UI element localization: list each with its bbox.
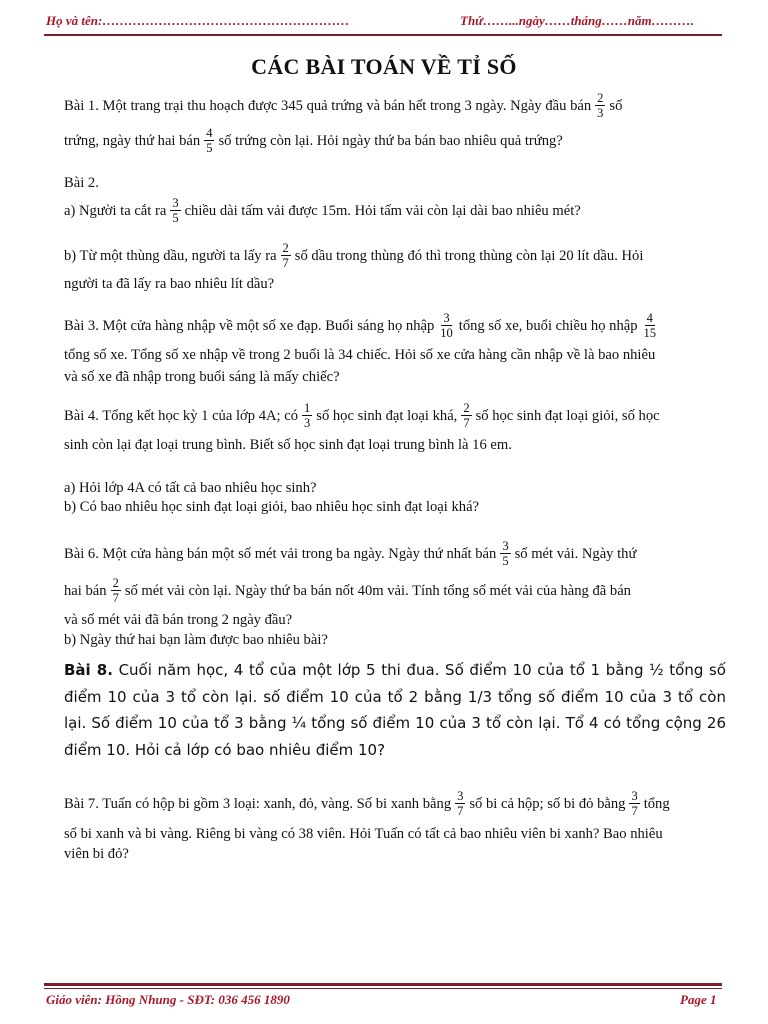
bai7-line2: số bi xanh và bi vàng. Riêng bi vàng có 38 viên. Hỏi Tuấn có tất cả bao nhiêu viên bi xanh? Bao nhiêu <box>64 826 663 842</box>
fraction: $\frac{2}{7}$ <box>282 241 289 270</box>
bai3-line2: tổng số xe. Tổng số xe nhập về trong 2 buổi là 34 chiếc. Hỏi số xe cửa hàng cần nhập về là bao nhiêu <box>64 347 656 363</box>
name-line: Họ và tên:………………………………………………… <box>46 13 350 28</box>
fraction: $\frac{3}{5}$ <box>502 539 509 568</box>
footer-teacher: Giáo viên: Hồng Nhung - SĐT: 036 456 1890 <box>46 992 290 1007</box>
bai6-line1: Bài 6. Một cửa hàng bán một số mét vải trong ba ngày. Ngày thứ nhất bán $\frac{3}{5}$ số mét vải. Ngày thứ <box>64 539 637 568</box>
fraction: $\frac{2}{7}$ <box>112 576 119 605</box>
bai2-b: b) Từ một thùng dầu, người ta lấy ra $\frac{2}{7}$ số dầu trong thùng đó thì trong thùng còn lại 20 lít dầu. Hỏi <box>64 241 644 270</box>
bai3-line3: và số xe đã nhập trong buổi sáng là mấy chiếc? <box>64 369 340 385</box>
fraction: $\frac{3}{5}$ <box>172 196 179 225</box>
bai2-a: a) Người ta cắt ra $\frac{3}{5}$ chiều dài tấm vải được 15m. Hỏi tấm vải còn lại dài bao nhiêu mét? <box>64 196 581 225</box>
page-number: Page 1 <box>680 992 717 1007</box>
bai4-question-b: b) Có bao nhiêu học sinh đạt loại giỏi, bao nhiêu học sinh đạt loại khá? <box>64 499 480 515</box>
fraction: $\frac{1}{3}$ <box>304 401 311 430</box>
date-line: Thứ……...ngày……tháng……năm………. <box>460 13 694 28</box>
bai8-label: Bài 8. <box>64 661 113 679</box>
page-title: CÁC BÀI TOÁN VỀ TỈ SỐ <box>251 54 517 79</box>
footer-rule-thin <box>44 988 722 989</box>
fraction: $\frac{3}{7}$ <box>631 789 638 818</box>
fraction: $\frac{2}{3}$ <box>597 91 604 120</box>
bai4-line2: sinh còn lại đạt loại trung bình. Biết số học sinh đạt loại trung bình là 16 em. <box>64 437 512 453</box>
bai1-line2: trứng, ngày thứ hai bán $\frac{4}{5}$ số trứng còn lại. Hỏi ngày thứ ba bán bao nhiêu quả trứng? <box>64 126 563 155</box>
bai6-line2: hai bán $\frac{2}{7}$ số mét vải còn lại. Ngày thứ ba bán nốt 40m vải. Tính tổng số mét vải của hàng đã bán <box>64 576 631 605</box>
bai6-line3: và số mét vải đã bán trong 2 ngày đầu? <box>64 612 293 628</box>
bai7-line3: viên bi đỏ? <box>64 846 129 862</box>
bai2-heading: Bài 2. <box>64 175 99 191</box>
bai3-line1: Bài 3. Một cửa hàng nhập về một số xe đạp. Buổi sáng họ nhập $\frac{3}{10}$ tổng số xe, buổi chiều họ nhập $\frac{4}{15}$ <box>64 311 657 340</box>
bai4-line1: Bài 4. Tổng kết học kỳ 1 của lớp 4A; có $\frac{1}{3}$ số học sinh đạt loại khá, $\frac{2}{7}$ số học sinh đạt loại giỏi, số học <box>64 401 660 430</box>
fraction: $\frac{3}{7}$ <box>457 789 464 818</box>
fraction: $\frac{2}{7}$ <box>463 401 470 430</box>
bai6-line4: b) Ngày thứ hai bạn làm được bao nhiêu bài? <box>64 632 328 648</box>
footer-rule-thick <box>44 983 722 986</box>
fraction: $\frac{4}{15}$ <box>643 311 657 340</box>
bai1-line1: Bài 1. Một trang trại thu hoạch được 345 quả trứng và bán hết trong 3 ngày. Ngày đầu bán $\frac{2}{3}$ số <box>64 91 623 120</box>
header-rule <box>44 34 722 36</box>
fraction: $\frac{4}{5}$ <box>206 126 213 155</box>
bai4-question-a: a) Hỏi lớp 4A có tất cả bao nhiêu học sinh? <box>64 480 317 496</box>
fraction: $\frac{3}{10}$ <box>440 311 453 340</box>
bai8-text: Cuối năm học, 4 tổ của một lớp 5 thi đua. Số điểm 10 của tổ 1 bằng ½ tổng số điểm 10 của 3 tổ còn lại. số điểm 10 của tổ 2 bằng 1/3 tổng số điểm 10 của 3 tổ còn lại. Số điểm 10 của tổ 3 bằng ¼ tổng số điểm 10 của 3 tổ còn lại. Tổ 4 có tổng cộng 26 điểm 10. Hỏi cả lớp có bao nhiêu điểm 10? <box>64 661 726 759</box>
bai2-b-cont: người ta đã lấy ra bao nhiêu lít dầu? <box>64 276 275 292</box>
bai8-paragraph <box>64 657 726 763</box>
bai7-line1: Bài 7. Tuấn có hộp bi gồm 3 loại: xanh, đỏ, vàng. Số bi xanh bằng $\frac{3}{7}$ số bi cả hộp; số bi đỏ bằng $\frac{3}{7}$ tổng <box>64 789 670 818</box>
